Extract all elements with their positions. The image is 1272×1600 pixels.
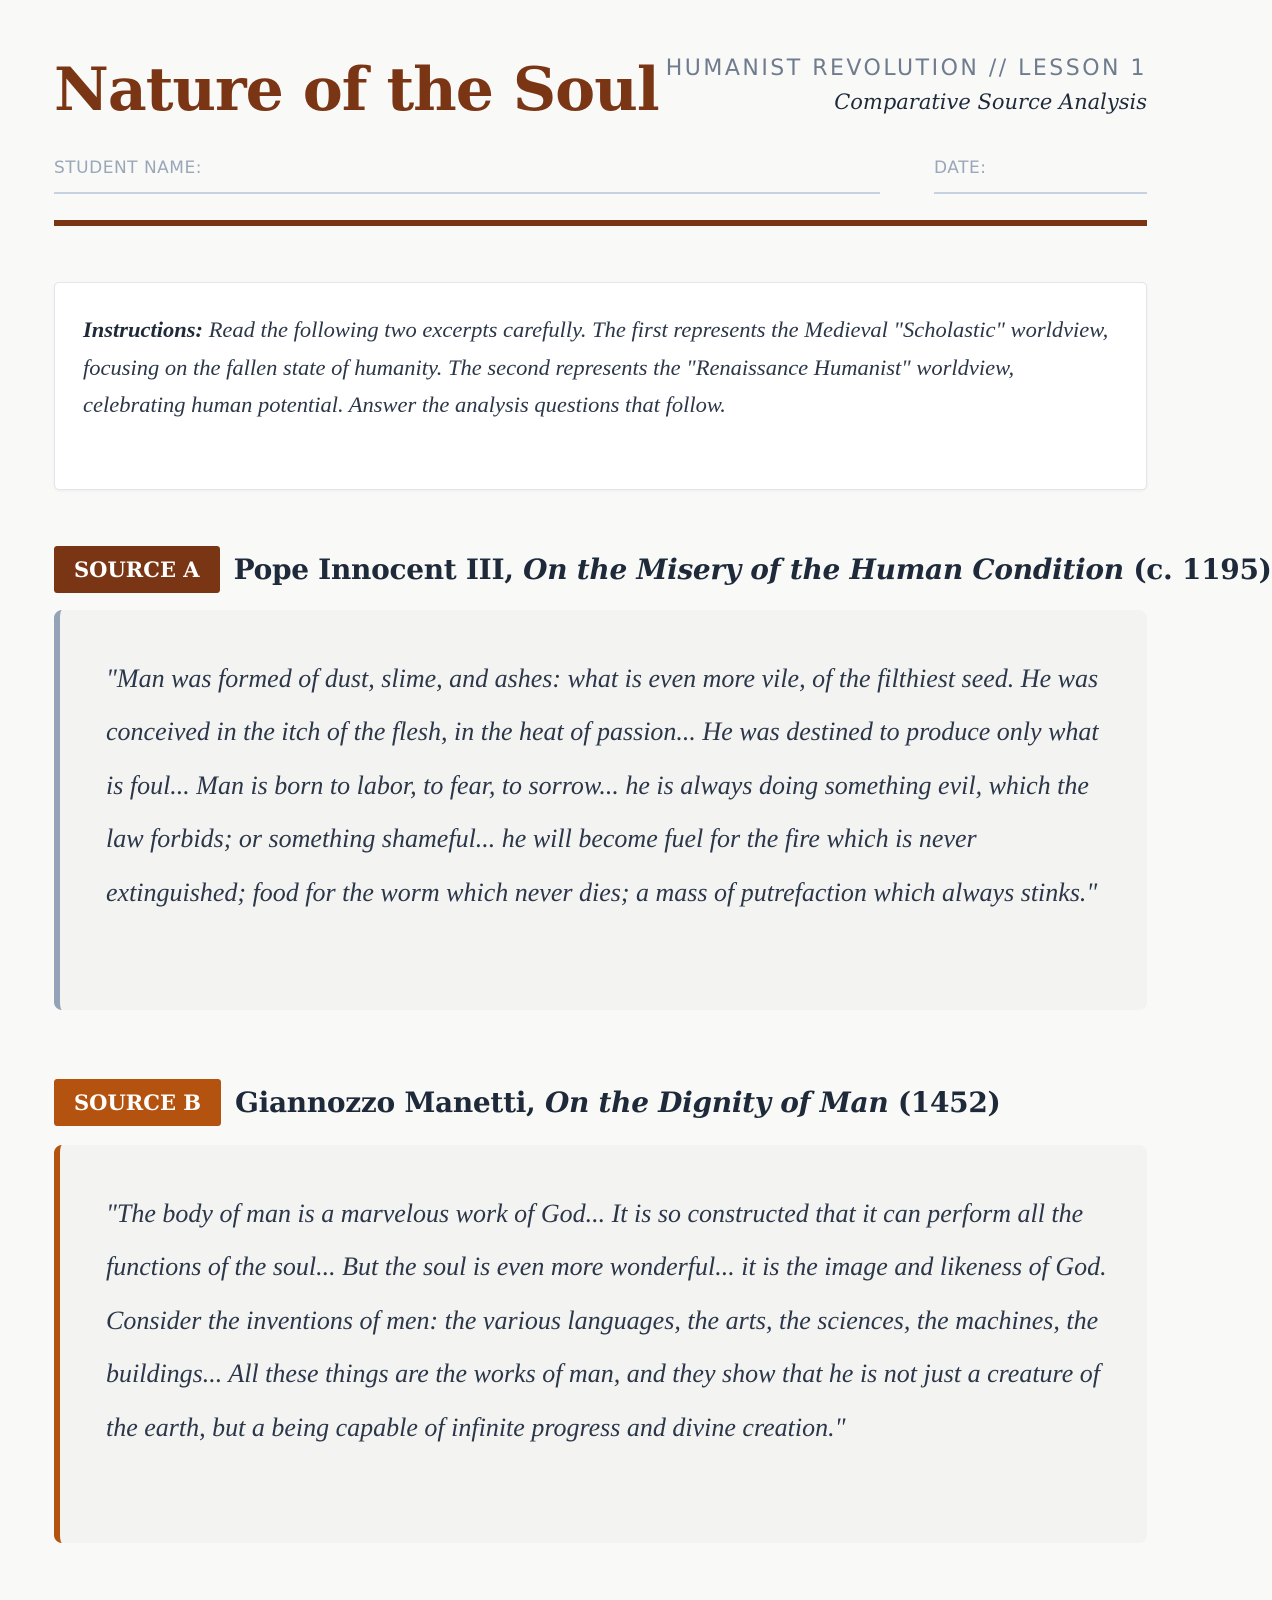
header-divider <box>54 220 1147 226</box>
source-a-date: (c. 1195) <box>1133 552 1272 586</box>
source-b-heading <box>54 1078 1001 1126</box>
source-a-heading <box>54 545 1272 593</box>
date-field[interactable] <box>934 158 1147 194</box>
source-b-badge: SOURCE B <box>54 1079 221 1126</box>
worksheet-header <box>54 0 1147 228</box>
page-title: Nature of the Soul <box>54 55 659 125</box>
lesson-kicker: HUMANIST REVOLUTION // LESSON 1 <box>665 56 1147 81</box>
instructions-box <box>54 282 1147 490</box>
source-b-author: Giannozzo Manetti, <box>235 1085 536 1119</box>
source-a-author: Pope Innocent III, <box>233 552 514 586</box>
source-b-quote-box <box>54 1145 1147 1543</box>
source-a-work: On the Misery of the Human Condition <box>523 552 1124 586</box>
date-label: DATE: <box>934 158 987 178</box>
source-a-quote-box <box>54 610 1147 1010</box>
source-a-quote: "Man was formed of dust, slime, and ashes: what is even more vile, of the filthiest seed. He was conceived in the itch of the flesh, in the heat of passion... He was destined to produce only what is foul... Man is born to labor, to fear, to sorrow... he is always doing something evil, which the law forbids; or something shameful... he will become fuel for the fire which is never extinguished; food for the worm which never dies; a mass of putrefaction which always stinks." <box>106 664 1099 907</box>
source-b-date: (1452) <box>897 1085 1001 1119</box>
source-b-work: On the Dignity of Man <box>544 1085 889 1119</box>
lesson-subtitle: Comparative Source Analysis <box>834 90 1147 114</box>
source-a-badge: SOURCE A <box>54 546 220 593</box>
instructions-lead: Instructions: <box>83 317 204 342</box>
instructions-text: Read the following two excerpts carefully. The first represents the Medieval "Scholastic" worldview, focusing on the fallen state of humanity. The second represents the "Renaissance Humanist" worldview, celebrating human potential. Answer the analysis questions that follow. <box>83 317 1109 417</box>
student-name-field[interactable] <box>54 158 880 194</box>
source-b-quote: "The body of man is a marvelous work of God... It is so constructed that it can perform all the functions of the soul... But the soul is even more wonderful... it is the image and likeness of God. Consider the inventions of men: the various languages, the arts, the sciences, the machines, the buildings... All these things are the works of man, and they show that he is not just a creature of the earth, but a being capable of infinite progress and divine creation." <box>106 1199 1107 1442</box>
student-name-label: STUDENT NAME: <box>54 158 202 178</box>
worksheet-page <box>54 0 1272 1442</box>
source-b-citation <box>235 1086 1000 1119</box>
source-a-citation <box>234 553 1272 586</box>
